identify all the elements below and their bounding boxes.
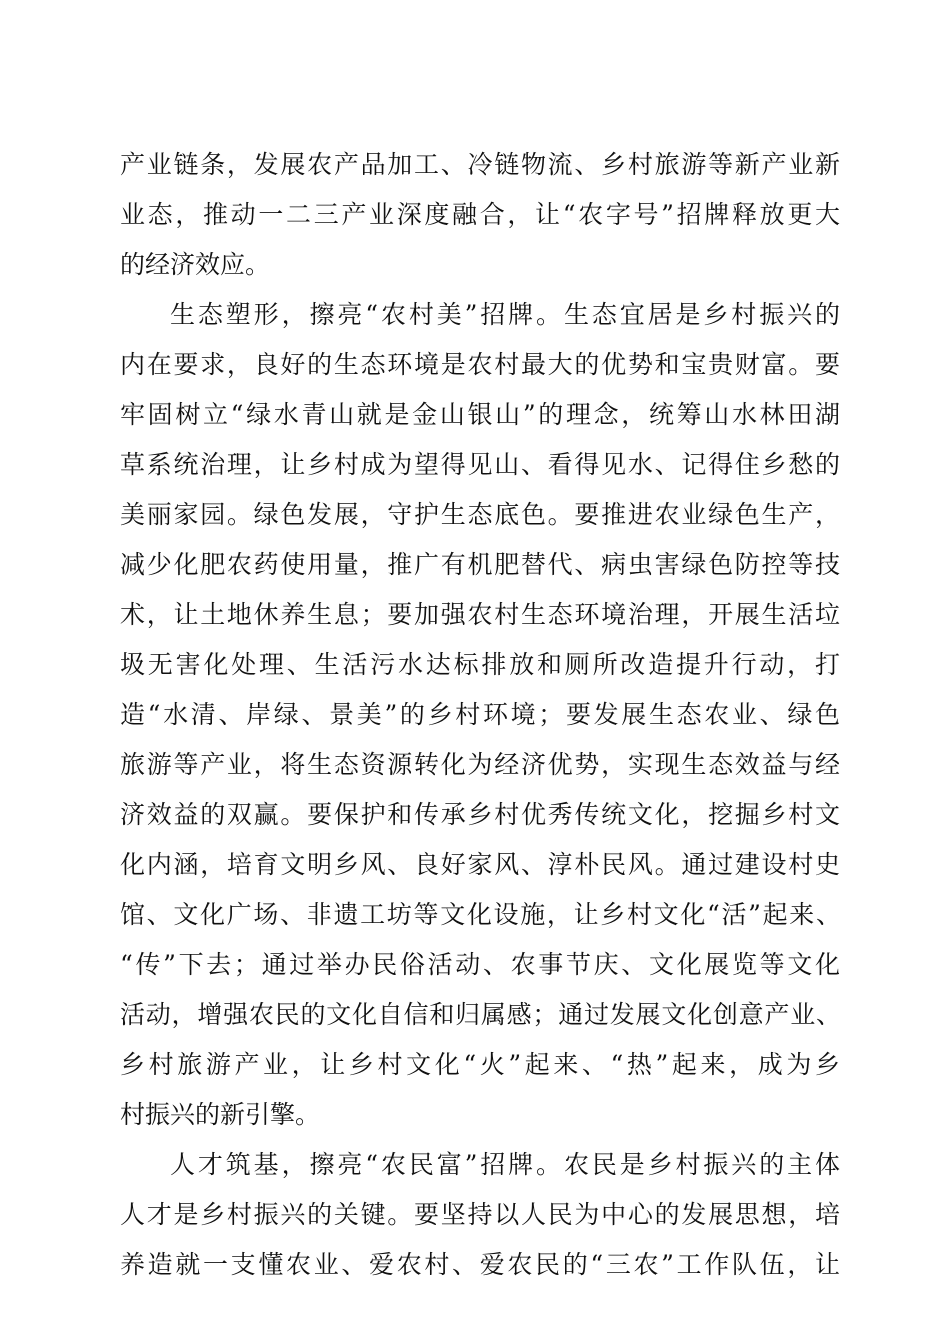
text-line: 的经济效应。 — [120, 250, 271, 279]
text-line: 养造就一支懂农业、爱农村、爱农民的“三农”工作队伍，让 — [120, 1250, 840, 1279]
paragraph-start-line: 生态塑形，擦亮“农村美”招牌。生态宜居是乡村振兴的 — [170, 300, 840, 329]
text-line: 牢固树立“绿水青山就是金山银山”的理念，统筹山水林田湖 — [120, 400, 840, 429]
body-text — [120, 140, 840, 1290]
paragraph-start-line: 人才筑基，擦亮“农民富”招牌。农民是乡村振兴的主体 — [170, 1150, 840, 1179]
text-line: 术，让土地休养生息；要加强农村生态环境治理，开展生活垃 — [120, 600, 840, 629]
text-line: 美丽家园。绿色发展，守护生态底色。要推进农业绿色生产， — [120, 500, 840, 529]
text-line: 造“水清、岸绿、景美”的乡村环境；要发展生态农业、绿色 — [120, 700, 840, 729]
text-line: 村振兴的新引擎。 — [120, 1100, 321, 1129]
text-line: 济效益的双赢。要保护和传承乡村优秀传统文化，挖掘乡村文 — [120, 800, 840, 829]
text-line: 馆、文化广场、非遗工坊等文化设施，让乡村文化“活”起来、 — [120, 900, 840, 929]
text-line: 乡村旅游产业，让乡村文化“火”起来、“热”起来，成为乡 — [120, 1050, 840, 1079]
text-line: “传”下去；通过举办民俗活动、农事节庆、文化展览等文化 — [120, 950, 840, 979]
text-line: 减少化肥农药使用量，推广有机肥替代、病虫害绿色防控等技 — [120, 550, 840, 579]
text-line: 产业链条，发展农产品加工、冷链物流、乡村旅游等新产业新 — [120, 150, 840, 179]
text-line: 旅游等产业，将生态资源转化为经济优势，实现生态效益与经 — [120, 750, 840, 779]
text-line: 草系统治理，让乡村成为望得见山、看得见水、记得住乡愁的 — [120, 450, 840, 479]
text-line: 圾无害化处理、生活污水达标排放和厕所改造提升行动，打 — [120, 650, 840, 679]
text-line: 化内涵，培育文明乡风、良好家风、淳朴民风。通过建设村史 — [120, 850, 840, 879]
text-line: 内在要求，良好的生态环境是农村最大的优势和宝贵财富。要 — [120, 350, 840, 379]
text-line: 活动，增强农民的文化自信和归属感；通过发展文化创意产业、 — [120, 1000, 840, 1029]
text-line: 业态，推动一二三产业深度融合，让“农字号”招牌释放更大 — [120, 200, 840, 229]
text-line: 人才是乡村振兴的关键。要坚持以人民为中心的发展思想，培 — [120, 1200, 840, 1229]
